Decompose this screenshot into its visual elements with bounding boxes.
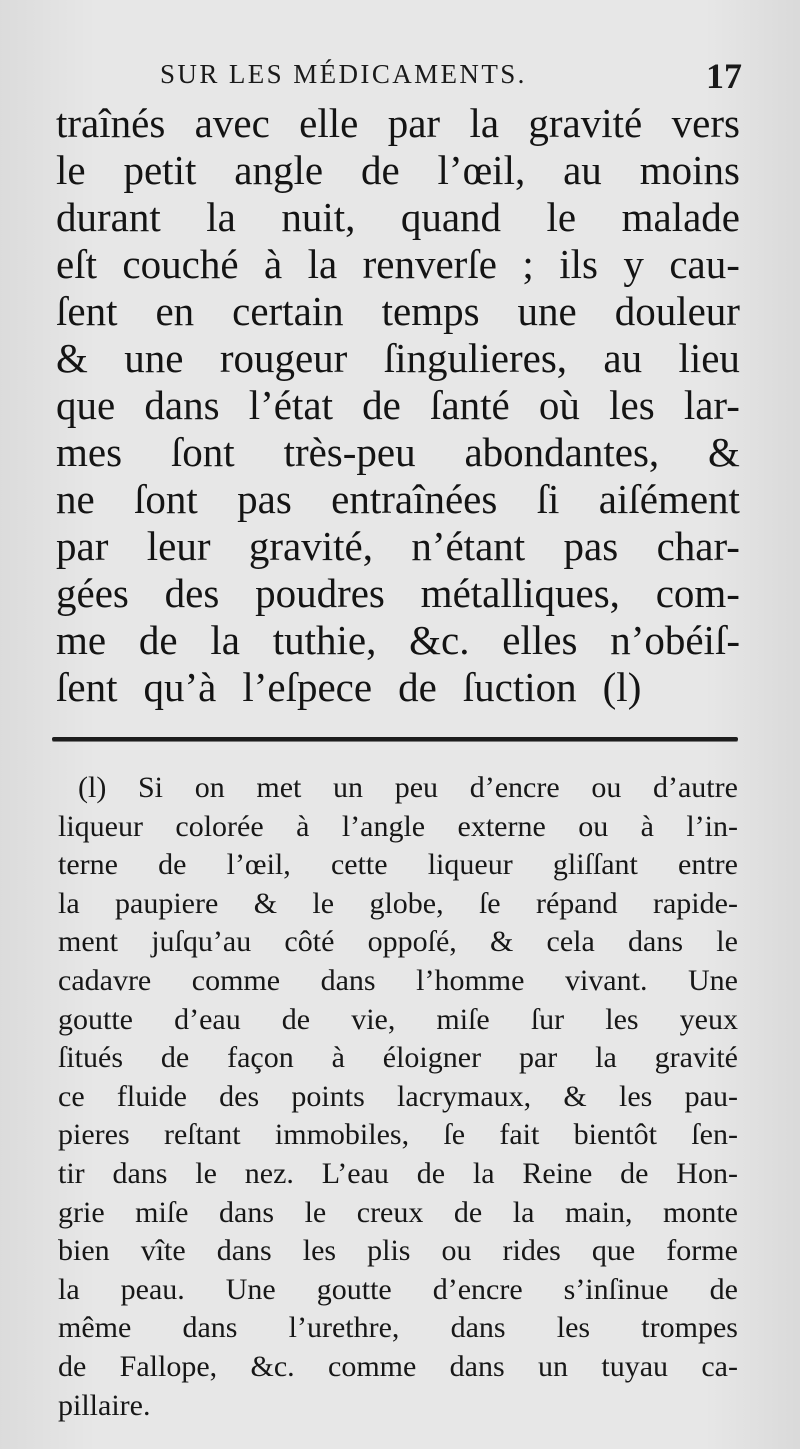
word: ſanté xyxy=(430,382,510,428)
word: que xyxy=(56,382,116,428)
word: ſi xyxy=(536,476,560,522)
word: une xyxy=(124,335,184,381)
word: de xyxy=(360,147,400,193)
word: L’eau xyxy=(321,1156,389,1190)
word: angle xyxy=(234,147,324,193)
word: de xyxy=(453,1195,483,1229)
word: dans xyxy=(112,1156,168,1190)
word: éloigner xyxy=(382,1041,482,1075)
word: ; xyxy=(522,241,534,287)
word: juſqu’au xyxy=(151,925,252,959)
word: les xyxy=(619,1079,653,1113)
word: rides xyxy=(502,1234,561,1268)
word: ſe xyxy=(478,886,501,920)
word: aiſément xyxy=(598,476,740,522)
word: dans xyxy=(219,1195,275,1229)
word: ou xyxy=(441,1234,472,1268)
word: (l) xyxy=(78,771,107,804)
word: la xyxy=(595,1041,617,1075)
word: forme xyxy=(666,1234,738,1268)
word: des xyxy=(164,570,220,616)
word: gliſſant xyxy=(552,848,638,882)
word: moins xyxy=(639,147,740,193)
word: Si xyxy=(138,771,164,804)
word: liqueur xyxy=(427,848,513,882)
word: de xyxy=(709,1272,738,1306)
word: fluide xyxy=(116,1079,187,1113)
word: les xyxy=(556,1311,591,1345)
word: comme xyxy=(328,1349,417,1383)
word: une xyxy=(517,288,577,334)
word: pas xyxy=(563,523,619,569)
footnote-line xyxy=(58,1039,738,1078)
text-line xyxy=(56,476,740,523)
word: de xyxy=(620,1156,649,1190)
word: immobiles, xyxy=(274,1118,410,1152)
word: Une xyxy=(687,963,738,997)
word: la xyxy=(58,1272,80,1306)
word: de xyxy=(398,664,437,710)
word: de xyxy=(158,848,187,882)
word: l’eſpece xyxy=(242,664,373,710)
word: temps xyxy=(381,288,480,334)
word: côté xyxy=(284,925,335,959)
word: l’œil, xyxy=(437,147,526,193)
word: reſtant xyxy=(163,1118,241,1152)
word: yeux xyxy=(679,1002,738,1036)
word: que xyxy=(591,1234,636,1268)
page-number: 17 xyxy=(706,56,742,96)
word: répand xyxy=(536,886,618,920)
word: ſent xyxy=(56,288,118,334)
word: goutte xyxy=(58,1002,133,1036)
word: cela xyxy=(546,925,595,959)
word: ſitués xyxy=(58,1041,123,1075)
word: par xyxy=(387,100,441,146)
word: mes xyxy=(56,429,123,475)
word: de xyxy=(58,1349,87,1383)
word: vivant. xyxy=(564,963,648,997)
word: ſen- xyxy=(691,1118,738,1152)
word: ſont xyxy=(134,476,198,522)
word: pieres xyxy=(58,1118,130,1152)
word: à xyxy=(296,809,310,843)
word: de xyxy=(362,382,401,428)
word: & xyxy=(56,335,88,381)
word: miſe xyxy=(135,1195,189,1229)
word: met xyxy=(256,771,302,804)
footnote-line xyxy=(58,885,738,924)
word: en xyxy=(155,288,195,334)
word: tuyau xyxy=(601,1349,669,1383)
footnote-line xyxy=(58,1116,738,1155)
word: & xyxy=(563,1079,587,1113)
text-line xyxy=(56,194,740,241)
word: cadavre xyxy=(58,963,152,997)
text-line xyxy=(56,288,740,335)
word: malade xyxy=(621,194,740,240)
footnote-line xyxy=(58,923,738,962)
word: dans xyxy=(182,1311,238,1345)
word: plis xyxy=(367,1234,411,1268)
footnote-line xyxy=(58,962,738,1001)
word: ment xyxy=(58,925,118,959)
word: douleur xyxy=(614,288,740,334)
word: l’homme xyxy=(416,963,525,997)
word: terne xyxy=(58,848,118,882)
word: des xyxy=(219,1079,260,1113)
word: la xyxy=(307,241,338,287)
word: petit xyxy=(123,147,197,193)
word: les xyxy=(609,382,655,428)
footnote-line xyxy=(58,1271,738,1310)
word: ca- xyxy=(701,1349,738,1383)
word: la xyxy=(206,194,236,240)
footnote xyxy=(58,769,738,1425)
footnote-line xyxy=(58,1387,738,1426)
word: renverſe xyxy=(362,241,497,287)
word: dans xyxy=(450,1311,506,1345)
word: de xyxy=(138,617,178,663)
word: & xyxy=(708,429,740,475)
word: com- xyxy=(655,570,740,616)
word: la xyxy=(210,617,240,663)
word: grie xyxy=(58,1195,105,1229)
word: rougeur xyxy=(219,335,348,381)
word: à xyxy=(640,809,654,843)
word: ce xyxy=(58,1079,85,1113)
word: ils xyxy=(559,241,598,287)
word: tuthie, xyxy=(272,617,377,663)
word: même xyxy=(58,1311,132,1345)
word: (l) xyxy=(602,664,642,710)
text-line xyxy=(56,429,740,476)
word: le xyxy=(56,147,86,193)
word: ſe xyxy=(443,1118,466,1152)
word: globe, xyxy=(369,886,444,920)
word: d’autre xyxy=(653,771,738,804)
word: de xyxy=(416,1156,446,1190)
word: le xyxy=(546,194,577,240)
word: l’urethre, xyxy=(288,1311,400,1345)
word: Une xyxy=(225,1272,276,1306)
word: cette xyxy=(330,848,388,882)
word: char- xyxy=(656,523,740,569)
word: le xyxy=(716,925,738,959)
word: ſont xyxy=(170,429,235,475)
word: y xyxy=(623,241,644,287)
word: d’eau xyxy=(174,1002,241,1036)
footnote-line xyxy=(58,1348,738,1387)
word: fait xyxy=(499,1118,540,1152)
word: à xyxy=(331,1041,345,1075)
word: miſe xyxy=(436,1002,490,1036)
footnote-rule xyxy=(52,737,738,741)
word: très-peu xyxy=(283,429,416,475)
footnote-line xyxy=(58,1232,738,1271)
word: leur xyxy=(146,523,211,569)
word: l’œil, xyxy=(226,848,291,882)
word: par xyxy=(518,1041,558,1075)
word: un xyxy=(538,1349,569,1383)
word: ſur xyxy=(530,1002,565,1036)
footnote-line xyxy=(58,846,738,885)
word: dans xyxy=(216,1234,272,1268)
word: & xyxy=(253,886,278,920)
word: qu’à xyxy=(143,664,217,710)
word: avec xyxy=(194,100,270,146)
word: rapide- xyxy=(653,886,738,920)
word: creux xyxy=(356,1195,424,1229)
word: vîte xyxy=(140,1234,186,1268)
word: lieu xyxy=(678,335,740,381)
word: liqueur xyxy=(58,809,143,843)
word: me xyxy=(56,617,107,663)
word: dans xyxy=(320,963,376,997)
word: pas xyxy=(237,476,292,522)
word: lacrymaux, xyxy=(397,1079,532,1113)
word: la xyxy=(472,1156,495,1190)
word: &c. xyxy=(250,1349,295,1383)
word: l’angle xyxy=(341,809,426,843)
word: & xyxy=(489,925,514,959)
word: lar- xyxy=(683,382,740,428)
word: par xyxy=(56,523,109,569)
word: ne xyxy=(56,476,95,522)
word: quand xyxy=(400,194,502,240)
word: le xyxy=(304,1195,327,1229)
word: poudres xyxy=(255,570,385,616)
word: au xyxy=(563,147,602,193)
word: monte xyxy=(662,1195,738,1229)
word: ſingulieres, xyxy=(383,335,568,381)
word: le xyxy=(312,886,335,920)
word: où xyxy=(538,382,580,428)
word: Hon- xyxy=(676,1156,738,1190)
text-line xyxy=(56,570,740,617)
word: gravité xyxy=(654,1041,738,1075)
word: entre xyxy=(678,848,738,882)
word: abondantes, xyxy=(464,429,660,475)
word: vie, xyxy=(351,1002,396,1036)
word: ou xyxy=(578,809,609,843)
word: durant xyxy=(56,194,161,240)
word: ou xyxy=(591,771,622,804)
word: gravité xyxy=(528,100,643,146)
word: paupiere xyxy=(115,886,219,920)
word: à xyxy=(263,241,283,287)
word: eſt xyxy=(56,241,97,287)
word: goutte xyxy=(316,1272,392,1306)
word: cau- xyxy=(669,241,740,287)
footnote-line xyxy=(58,1078,738,1117)
word: externe xyxy=(457,809,546,843)
word: bientôt xyxy=(573,1118,657,1152)
word: le xyxy=(195,1156,217,1190)
word: la xyxy=(512,1195,535,1229)
word: pillaire. xyxy=(58,1388,151,1422)
text-line xyxy=(56,523,740,570)
word: pau- xyxy=(684,1079,738,1113)
word: couché xyxy=(122,241,239,287)
text-line xyxy=(56,241,740,288)
word: elles xyxy=(502,617,578,663)
word: Fallope, xyxy=(119,1349,218,1383)
word: de xyxy=(281,1002,311,1036)
word: n’obéiſ- xyxy=(610,617,740,663)
word: gravité, xyxy=(248,523,373,569)
word: vers xyxy=(671,100,740,146)
word: comme xyxy=(191,963,281,997)
word: au xyxy=(603,335,643,381)
word: la xyxy=(469,100,500,146)
word: &c. xyxy=(409,617,470,663)
word: nuit, xyxy=(281,194,356,240)
word: dans xyxy=(449,1349,505,1383)
word: un xyxy=(333,771,364,804)
word: s’inſinue xyxy=(563,1272,669,1306)
main-text xyxy=(56,100,740,711)
word: trompes xyxy=(641,1311,738,1345)
running-head xyxy=(160,55,750,97)
word: traînés xyxy=(56,100,166,146)
footnote-line xyxy=(58,769,738,808)
word: nez. xyxy=(244,1156,294,1190)
word: dans xyxy=(144,382,220,428)
word: colorée xyxy=(175,809,264,843)
word: main, xyxy=(564,1195,633,1229)
footnote-line xyxy=(58,808,738,847)
word: points xyxy=(291,1079,365,1113)
footnote-line xyxy=(58,1001,738,1040)
word: l’in- xyxy=(686,809,738,843)
word: elle xyxy=(299,100,359,146)
text-line xyxy=(56,147,740,194)
text-line xyxy=(56,664,740,711)
footnote-line xyxy=(58,1155,738,1194)
word: gées xyxy=(56,570,129,616)
word: ſent xyxy=(56,664,118,710)
word: d’encre xyxy=(432,1272,523,1306)
word: de xyxy=(160,1041,190,1075)
text-line xyxy=(56,617,740,664)
text-line xyxy=(56,335,740,382)
word: on xyxy=(194,771,225,804)
word: peau. xyxy=(120,1272,185,1306)
word: oppoſé, xyxy=(367,925,457,959)
text-line xyxy=(56,100,740,147)
word: d’encre xyxy=(469,771,560,804)
word: ſuction xyxy=(462,664,577,710)
word: tir xyxy=(58,1156,85,1190)
text-line xyxy=(56,382,740,429)
word: façon xyxy=(227,1041,294,1075)
word: la xyxy=(58,886,80,920)
word: bien xyxy=(58,1234,110,1268)
word: entraînées xyxy=(331,476,498,522)
word: les xyxy=(605,1002,639,1036)
word: peu xyxy=(394,771,439,804)
word: dans xyxy=(628,925,684,959)
word: métalliques, xyxy=(420,570,620,616)
word: l’état xyxy=(248,382,333,428)
word: Reine xyxy=(522,1156,593,1190)
word: n’étant xyxy=(411,523,526,569)
footnote-line xyxy=(58,1309,738,1348)
word: les xyxy=(302,1234,337,1268)
word: certain xyxy=(232,288,344,334)
footnote-line xyxy=(58,1194,738,1233)
running-head-title: SUR LES MÉDICAMENTS. xyxy=(160,59,527,89)
